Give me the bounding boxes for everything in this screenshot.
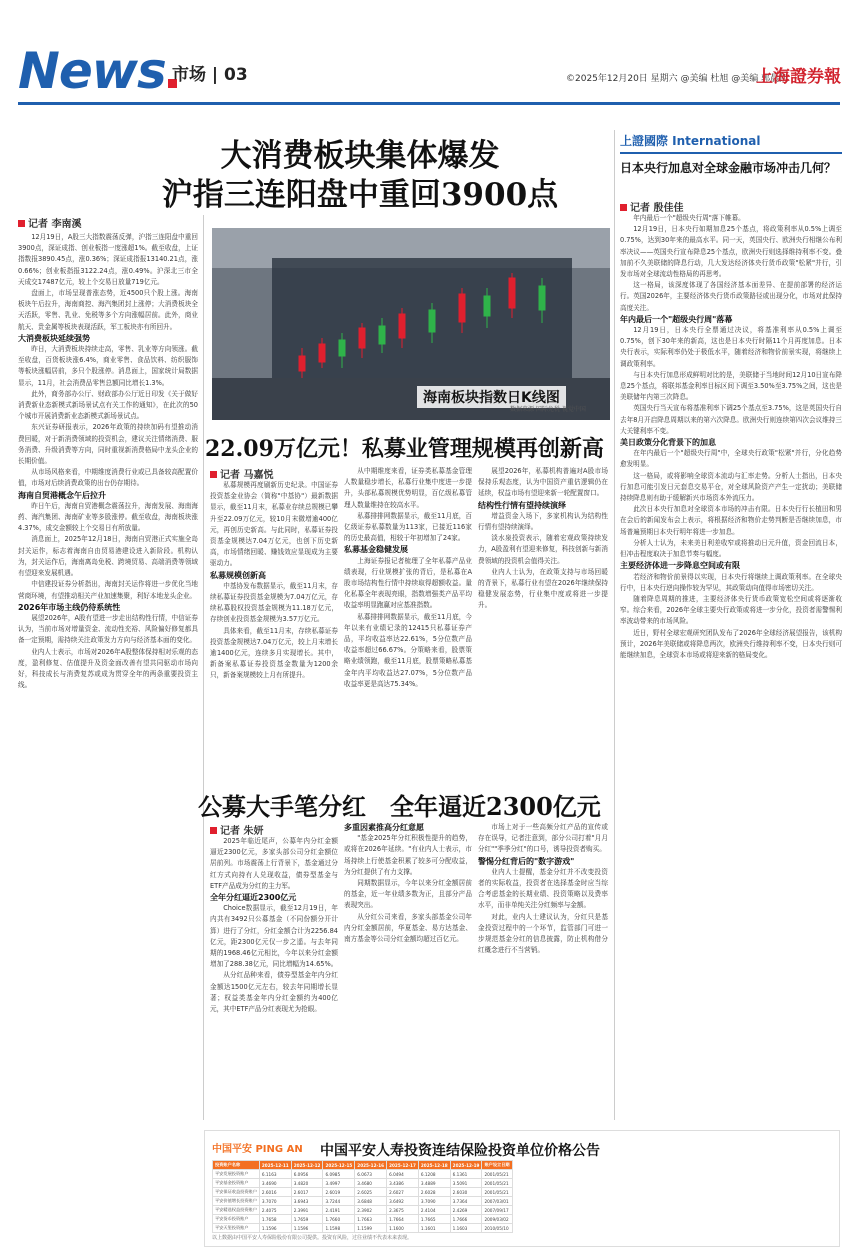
ad-title: 中国平安人寿投资连结保险投资单位价格公告 — [320, 1143, 600, 1159]
private-fund-col1 — [210, 480, 338, 776]
paragraph: 这一格局，该深度体现了各国经济基本面差异、在提前部署的经济运行。英国2026年，主要经济体央行货币政策路径或出现分化，市场对此保持高度关注。 — [620, 281, 842, 312]
table-header-cell: 2025-12-16 — [355, 1161, 387, 1170]
table-cell: 1.7660 — [323, 1215, 355, 1224]
international-body — [620, 213, 842, 1120]
paragraph: 昨日，大消费板块持续走高，零售、乳业等方向领涨。截至收盘，百货板块涨6.4%，商业零售、食品饮料、纺织服饰等板块涨幅居前，多只个股涨停。消息面上，国家统计局数据显示，11月，社会消费品零售总额同比增长1.3%。 — [18, 345, 198, 387]
subhead: 私募规模创新高 — [210, 570, 266, 580]
paragraph: 此外，商务部办公厅、财政部办公厅近日印发《关于做好消费新业态新模式新场景试点有关工作的通知》，在此次的50个城市开展消费新业态新模式新场景试点。 — [18, 389, 198, 421]
price-table — [212, 1160, 513, 1233]
table-cell: 平安发展投资账户 — [213, 1170, 260, 1179]
table-cell: 3.6492 — [387, 1197, 419, 1206]
table-cell: 3.4680 — [355, 1179, 387, 1188]
table-cell: 1.7665 — [418, 1215, 450, 1224]
paragraph: 业内人士提醒，基金分红并不改变投资者的实际收益，投资者在选择基金时应当综合考虑基金的长期业绩、投资策略以及费率水平，而非单纯关注分红频率与金额。 — [478, 867, 608, 910]
paragraph: 东兴证券研报表示，2026年政策的持续加码有望推动消费回暖，对于新消费领域的投资机会，建议关注情绪消费、服务消费、升级消费等方向，同时重视新消费格局中龙头企业的长期价值。 — [18, 423, 198, 466]
table-cell: 1.7658 — [259, 1215, 291, 1224]
subhead: 多重因素推高分红意愿 — [344, 823, 424, 832]
paragraph: 12月19日，日本央行全票通过决议，将基准利率从0.5%上调至0.75%，创下30年来的新高，这也是日本央行时隔11个月再度加息。日本央行表示，实际利率仍处于极低水平，随着经济和物价前景实现，将继续上调政策利率。 — [620, 326, 842, 368]
masthead-rule — [18, 102, 840, 105]
table-cell: 2007/09/17 — [482, 1206, 512, 1215]
table-cell: 1.1600 — [387, 1224, 419, 1233]
table-cell: 6.0985 — [323, 1170, 355, 1179]
paragraph: 消息面上，2025年12月18日，海南自贸港正式实施全岛封关运作，标志着海南自由贸易港建设进入新阶段。机构认为，封关运作后，海南离岛免税、跨境贸易、高端消费等领域有望迎来发展机遇。 — [18, 535, 198, 578]
table-cell: 2.4191 — [323, 1206, 355, 1215]
table-cell: 6.1163 — [259, 1170, 291, 1179]
table-cell: 平安天玺投资账户 — [213, 1224, 260, 1233]
table-cell: 3.5091 — [450, 1179, 482, 1188]
table-cell: 1.7659 — [291, 1215, 323, 1224]
paragraph: 从分红品种来看，债券型基金年内分红金额达1500亿元左右，较去年同期增长显著；权益类基金年内分红金额约为400亿元，其中ETF产品分红表现尤为抢眼。 — [210, 971, 338, 1014]
table-header-cell: 2025-12-19 — [450, 1161, 482, 1170]
paragraph: 业内人士认为，在政策支持与市场回暖的背景下，私募行业有望在2026年继续保持稳健发展态势，行业集中度或将进一步提升。 — [478, 567, 608, 610]
table-cell: 3.4690 — [259, 1179, 291, 1188]
table-cell: 3.4997 — [323, 1179, 355, 1188]
dividend-col1 — [210, 836, 338, 1122]
table-cell: 6.1361 — [450, 1170, 482, 1179]
column-divider — [614, 130, 615, 1120]
paragraph: Choice数据显示，截至12月19日，年内共有3492只公募基金（不同份额分开计算）进行了分红，分红金额合计为2256.84亿元，距2300亿元仅一步之遥。与去年同期的1968.46亿元相比，今年以来分红金额增加了288.38亿元，同比增幅为14.65%。 — [210, 904, 338, 969]
paragraph: 12月19日，A股三大指数震荡反弹，沪指三连阳盘中重回3900点，深证成指、创业板指一度涨超1%。截至收盘，上证指数报3890.45点，涨0.36%；深证成指报13140.21点，涨0.66%；创业板指报3122.24点，涨0.49%。沪深北三市全天成交17487亿元，较上个交易日放量719亿元。 — [18, 233, 198, 286]
table-cell: 2.4075 — [259, 1206, 291, 1215]
table-cell: 2001/05/21 — [482, 1179, 512, 1188]
table-cell: 1.1601 — [418, 1224, 450, 1233]
ad-table-wrap — [212, 1160, 832, 1233]
table-cell: 2.6027 — [387, 1188, 419, 1197]
international-byline: 记者 殷佳佳 — [620, 199, 683, 214]
table-row — [213, 1206, 513, 1215]
table-cell: 6.0494 — [387, 1170, 419, 1179]
paragraph: 对此，业内人士建议认为，分红只是基金投资过程中的一个环节，监管部门可进一步规范基金分红的信息披露，防止机构借分红概念进行不当营销。 — [478, 912, 608, 955]
paragraph: 私募排排网数据显示，截至11月底，百亿级证券私募数量为113家，已接近116家的历史最高值，相较于年初增加了24家。 — [344, 511, 472, 543]
paragraph: 增益资金入场下，多家机构认为结构性行情有望持续演绎。 — [478, 511, 608, 532]
private-fund-byline: 记者 马嘉悦 — [210, 466, 273, 481]
table-row — [213, 1215, 513, 1224]
paragraph: 这一格局，或将影响全球资本流动与汇率走势。分析人士指出，日本央行加息可能引发日元套息交易平仓，对全球风险资产产生一定扰动；美联储持续降息则有助于缓解新兴市场资本外流压力。 — [620, 471, 842, 503]
table-cell: 2.6025 — [355, 1188, 387, 1197]
table-cell: 2009/03/02 — [482, 1215, 512, 1224]
table-cell: 6.0956 — [291, 1170, 323, 1179]
paragraph: 从分红公司来看，多家头部基金公司年内分红金额居前，华夏基金、易方达基金、南方基金等公司分红金额均超过百亿元。 — [344, 912, 472, 944]
table-header-row — [213, 1161, 513, 1170]
table-cell: 1.1596 — [291, 1224, 323, 1233]
paragraph: 市场上对于一些高频分红产品的宣传或存在误导，记者注意到，部分公司打着"月月分红""季季分红"的口号，诱导投资者购买。 — [478, 823, 608, 854]
paragraph: 与日本央行加息形成鲜明对比的是，美联储于当地时间12月10日宣布降息25个基点，将联邦基金利率目标区间下调至3.50%至3.75%之间，这也是美联储年内第三次降息。 — [620, 370, 842, 402]
subhead: 主要经济体进一步降息空间或有限 — [620, 561, 740, 571]
paragraph: 分析人士认为，未来美日利差收窄或将推动日元升值，资金回流日本，但冲击程度取决于加息节奏与幅度。 — [620, 538, 842, 559]
private-fund-headline: 22.09万亿元！私募业管理规模再创新高 — [205, 436, 604, 462]
paragraph: 展望2026年，私募机构普遍对A股市场保持乐观态度，认为中国资产重估逻辑仍在延续，权益市场有望迎来新一轮配置窗口。 — [478, 467, 608, 498]
table-cell: 3.4820 — [291, 1179, 323, 1188]
paragraph: 昨日午后，海南自贸港概念震荡拉升，海南发展、海南海药、海汽集团、海南矿业等多股涨停。截至收盘，海南板块涨4.37%，成交金额较上个交易日有所放量。 — [18, 501, 198, 533]
main-story-body — [18, 232, 198, 1120]
table-cell: 1.1603 — [450, 1224, 482, 1233]
table-cell: 平安货币投资账户 — [213, 1215, 260, 1224]
paragraph: 在年内最后一个"超级央行周"中，全球央行政策"松紧"并行，分化趋势愈发明显。 — [620, 449, 842, 469]
paragraph: 淡水泉投资表示，随着宏观政策持续发力，A股盈利有望迎来修复，科技创新与新消费领域的投资机会值得关注。 — [478, 534, 608, 565]
paragraph: "基金2025年分红积极性提升的趋势，或将在2026年延续。"有业内人士表示，市场持续上行使基金积累了较多可分配收益，为分红提供了有力支撑。 — [344, 834, 472, 876]
paragraph: 盘面上，市场呈现普涨态势，近4500只个股上涨。海南板块午后拉升，海南商控、海汽集团封上涨停；大消费板块全天活跃，零售、乳业、免税等多个方向涨幅居前。此外，商业航天、贵金属等板块表现活跃，军工板块亦有所回升。 — [18, 289, 198, 331]
paragraph: 从中期维度来看，证券类私募基金管理人数量稳步增长，私募行业集中度进一步提升，头部私募规模优势明显，百亿级私募管理人数量维持在较高水平。 — [344, 467, 472, 509]
table-header-cell: 投资账户名称 — [213, 1161, 260, 1170]
dividend-byline: 记者 朱妍 — [210, 822, 263, 837]
table-cell: 2001/05/21 — [482, 1170, 512, 1179]
table-row — [213, 1197, 513, 1206]
paragraph: 具体来看，截至11月末，存续私募证券投资基金规模达7.04万亿元，较上月末增长逾1400亿元，连续多月实现增长。其中，新备案私募证券投资基金数量为1200余只，新备案规模较上月有所提升。 — [210, 626, 338, 680]
private-fund-col3 — [478, 466, 608, 776]
dividend-col2 — [344, 822, 472, 1122]
table-cell: 3.7070 — [259, 1197, 291, 1206]
table-cell: 1.7666 — [450, 1215, 482, 1224]
table-cell: 3.4386 — [387, 1179, 419, 1188]
logo-text: News — [18, 42, 166, 100]
table-cell: 2.6016 — [259, 1188, 291, 1197]
table-row — [213, 1188, 513, 1197]
table-cell: 2.6017 — [291, 1188, 323, 1197]
subhead: 年内最后一个"超级央行周"落幕 — [620, 314, 733, 324]
table-cell: 2.3991 — [291, 1206, 323, 1215]
subhead: 私募基金稳健发展 — [344, 545, 408, 555]
table-cell: 平安价值增长投资账户 — [213, 1197, 260, 1206]
table-cell: 2007/03/01 — [482, 1197, 512, 1206]
table-cell: 6.0673 — [355, 1170, 387, 1179]
paragraph: 若经济和物价前景得以实现，日本央行将继续上调政策利率。在全球央行中，日本央行逆向操作较为罕见，其政策动向值得市场密切关注。 — [620, 572, 842, 592]
table-cell: 3.7364 — [450, 1197, 482, 1206]
table-cell: 3.6943 — [291, 1197, 323, 1206]
paragraph: 业内人士表示，市场对2026年A股整体保持相对乐观的态度，盈利修复、估值提升及资金面改善有望共同驱动市场向好，科技成长与消费复苏或成为贯穿全年的两条重要投资主线。 — [18, 647, 198, 690]
main-byline: 记者 李南溪 — [18, 215, 81, 230]
table-cell: 1.7664 — [387, 1215, 419, 1224]
table-cell: 1.1599 — [355, 1224, 387, 1233]
table-header-cell: 2025-12-12 — [291, 1161, 323, 1170]
section-name: 市场 | 03 — [172, 65, 248, 85]
table-cell: 平安基金投资账户 — [213, 1179, 260, 1188]
table-cell: 3.7090 — [418, 1197, 450, 1206]
paragraph: 英国央行当天宣布将基准利率下调25个基点至3.75%，这是英国央行自去年8月开启降息周期以来的第六次降息。欧洲央行则连续第四次会议维持三大关键利率不变。 — [620, 404, 842, 435]
headline-line2: 沪指三连阳盘中重回3900点 — [161, 177, 559, 213]
table-header-cell: 2025-12-15 — [323, 1161, 355, 1170]
column-divider — [203, 215, 204, 1120]
subhead: 2026年市场主线仍待系统性 — [18, 602, 121, 612]
table-cell: 3.7244 — [323, 1197, 355, 1206]
section-logo — [18, 42, 177, 100]
subhead: 海南自贸港概念午后拉升 — [18, 490, 106, 500]
table-cell: 2.6030 — [450, 1188, 482, 1197]
table-row — [213, 1170, 513, 1179]
paragraph: 此次日本央行加息对全球资本市场的冲击有限。日本央行行长植田和男在会后的新闻发布会上表示，将根据经济和物价走势判断是否继续加息，市场普遍预期日本央行明年将进一步加息。 — [620, 505, 842, 536]
paragraph: 私募规模再度刷新历史纪录。中国证券投资基金业协会（简称"中基协"）最新数据显示，截至11月末，私募业存续总规模已攀升至22.09万亿元，较10月末微增逾400亿元，再创历史新高。与此同时，私募证券投资基金规模达7.04万亿元，也创下历史新高，市场情绪回暖、赚钱效应显现成为主要驱动力。 — [210, 481, 338, 568]
table-cell: 2010/05/10 — [482, 1224, 512, 1233]
paragraph: 展望2026年，A股有望进一步走出结构性行情，中信证券认为，当前市场对增量资金、流动性充裕、风险偏好修复都具备一定预期，需持续关注政策发力方向与经济基本面的变化。 — [18, 613, 198, 645]
paragraph: 年内最后一个"超级央行周"落下帷幕。 — [633, 214, 745, 222]
table-cell: 3.4889 — [418, 1179, 450, 1188]
paragraph: 随着降息周期的推进，主要经济体央行货币政策宽松空间或将逐渐收窄。综合来看，2026年全球主要央行政策或将进一步分化，投资者需警惕利率波动带来的市场风险。 — [620, 594, 842, 626]
paper-logo: 上海證券報 — [756, 67, 841, 87]
paragraph: 上海证券报记者梳理了全年私募产品业绩表现，行业规模扩张的背后，是私募在A股市场结构性行情中持续取得超额收益。量化私募全年表现亮眼，指数增强类产品平均收益率明显跑赢对应基准指数。 — [344, 556, 472, 610]
paragraph: 12月19日，日本央行如期加息25个基点，将政策利率从0.5%上调至0.75%，达到30年来的最高水平。同一天，英国央行、欧洲央行相继公布利率决议——英国央行宣布降息25个基点，欧洲央行则选择维持利率不变。叠加前不久美联储的降息行动，几大发达经济体央行货币政策"松紧"并行，引发市场对全球流动性格局的再思考。 — [620, 225, 842, 279]
table-cell: 1.1598 — [323, 1224, 355, 1233]
table-cell: 2.4104 — [418, 1206, 450, 1215]
table-row — [213, 1179, 513, 1188]
photo-caption: 海南板块指数日K线图 — [417, 386, 566, 408]
paragraph: 同期数据显示，今年以来分红金额居前的基金，近一年业绩多数为正，且部分产品表现突出。 — [344, 879, 472, 910]
dividend-col3 — [478, 822, 608, 1122]
international-headline: 日本央行加息对全球金融市场冲击几何？ — [620, 161, 837, 175]
international-section-head — [620, 130, 842, 154]
table-cell: 2.4269 — [450, 1206, 482, 1215]
paragraph: 从市场风格来看，中期维度消费行业或已具备较高配置价值，市场对后续消费政策的出台仍存期待。 — [18, 468, 198, 488]
subhead: 美日政策分化背景下的加息 — [620, 438, 716, 448]
table-header-cell: 2025-12-17 — [387, 1161, 419, 1170]
paragraph: 私募排排网数据显示，截至11月底，今年以来有业绩记录的12415只私募证券产品，平均收益率达22.61%，5分位数产品收益率超过66.67%。分策略来看，股票策略业绩领跑，截至11月底，股票策略私募基金年内平均收益达27.07%，5分位数产品收益率更是高达75.34%。 — [344, 612, 472, 688]
table-cell: 1.7663 — [355, 1215, 387, 1224]
table-row — [213, 1224, 513, 1233]
main-headline — [130, 137, 590, 215]
subhead: 结构性行情有望持续演绎 — [478, 500, 566, 510]
table-cell: 2.3902 — [355, 1206, 387, 1215]
paragraph: 2025年临近尾声，公募年内分红金额逼近2300亿元，多家头部公司分红金额位居前列。市场震荡上行背景下，基金通过分红方式向持有人兑现收益，债券型基金与ETF产品成为分红的主力军。 — [210, 837, 338, 890]
dateline: ©2025年12月20日 星期六 @美编 杜旭 @美编 郭晨凯 — [566, 74, 789, 84]
private-fund-col2 — [344, 466, 472, 776]
subhead: 警惕分红背后的"数字游戏" — [478, 856, 575, 866]
paragraph: 中基协发布数据显示，截至11月末，存续私募证券投资基金规模为7.04万亿元，存续私募股权投资基金规模为11.18万亿元，存续创业投资基金规模为3.57万亿元。 — [210, 581, 338, 624]
photo-credit: 数据来源 国际免税 视觉中国 — [510, 406, 586, 413]
table-cell: 2.6019 — [323, 1188, 355, 1197]
paragraph: 近日，野村全球宏观研究团队发布了2026年全球经济展望报告，该机构预计，2026年美联储或将降息两次，欧洲央行维持利率不变，日本央行则可能继续加息，全球资本市场或将迎来新的格局变化。 — [620, 628, 842, 659]
table-cell: 3.6848 — [355, 1197, 387, 1206]
subhead: 全年分红逼近2300亿元 — [210, 893, 297, 903]
headline-line1: 大消费板块集体爆发 — [220, 138, 500, 174]
table-cell: 2001/05/21 — [482, 1188, 512, 1197]
table-cell: 平安精选权益投资账户 — [213, 1206, 260, 1215]
table-header-cell: 2025-12-11 — [259, 1161, 291, 1170]
table-cell: 2.3675 — [387, 1206, 419, 1215]
table-header-cell: 账户设立日期 — [482, 1161, 512, 1170]
table-cell: 平安保证收益投资账户 — [213, 1188, 260, 1197]
pingan-logo: 中国平安 PING AN — [212, 1144, 303, 1155]
international-label: 上證國際 International — [620, 134, 761, 148]
table-cell: 1.1596 — [259, 1224, 291, 1233]
table-cell: 6.1208 — [418, 1170, 450, 1179]
ad-footnote: 以上数据由中国平安人寿保险股份有限公司提供。投资有风险，过往业绩不代表未来表现。 — [212, 1235, 413, 1241]
subhead: 大消费板块延续强势 — [18, 333, 90, 343]
table-header-cell: 2025-12-18 — [418, 1161, 450, 1170]
table-cell: 2.6028 — [418, 1188, 450, 1197]
paragraph: 中信建投证券分析指出，海南封关运作将进一步优化当地营商环境，有望推动相关产业加速集聚，利好本地龙头企业。 — [18, 580, 198, 600]
dividend-headline: 公募大手笔分红 全年逼近2300亿元 — [198, 792, 601, 821]
